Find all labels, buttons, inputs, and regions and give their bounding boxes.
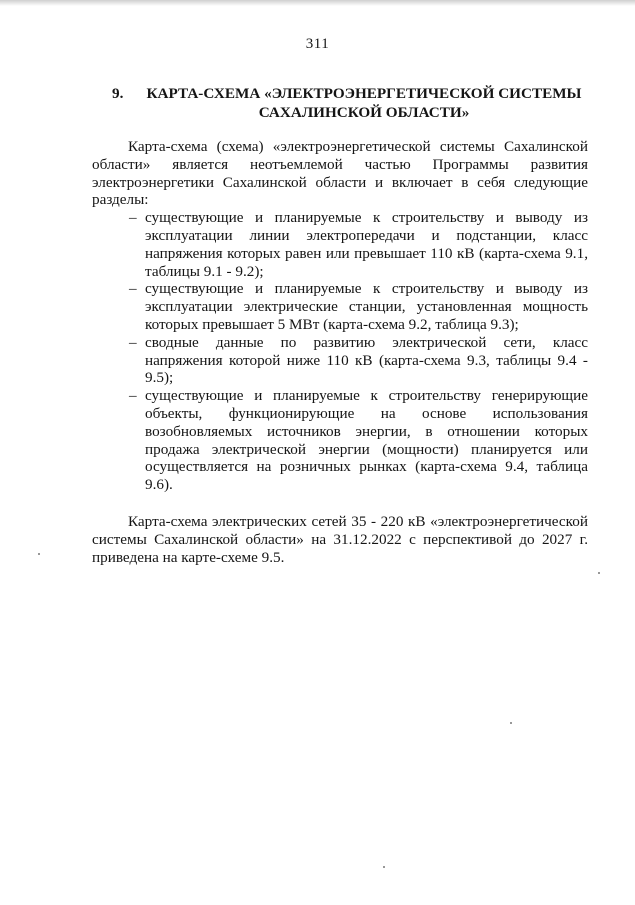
- scan-speck: [383, 866, 385, 868]
- list-item: [92, 334, 588, 387]
- intro-paragraph: Карта-схема (схема) «электроэнергетической системы Сахалинской области» является неотъемлемой частью Программы развития электроэнергетики Сахалинской области и включает в себя следующие разделы:: [92, 138, 588, 209]
- list-marker: –: [129, 280, 137, 298]
- scan-speck: [510, 722, 512, 724]
- list-item-text: существующие и планируемые к строительству генерирующие объекты, функционирующие на основе использования возобновляемых источников энергии, в отношении которых продажа электрической энергии (мощности) планируется или осуществляется на розничных рынках (карта-схема 9.4, таблица 9.6).: [145, 387, 588, 494]
- section-title-line-1: КАРТА-СХЕМА «ЭЛЕКТРОЭНЕРГЕТИЧЕСКОЙ СИСТЕМЫ: [146, 85, 582, 102]
- list-item: [92, 280, 588, 333]
- page-number: 311: [305, 36, 330, 52]
- list-item-text: существующие и планируемые к строительству и выводу из эксплуатации линии электропередачи и подстанции, класс напряжения которых равен или превышает 110 кВ (карта-схема 9.1, таблицы 9.1 - 9.2);: [145, 209, 588, 280]
- list-marker: –: [129, 209, 137, 227]
- section-heading: [112, 84, 582, 122]
- list-marker: –: [129, 333, 137, 351]
- list-marker: –: [129, 387, 137, 405]
- list-item-text: существующие и планируемые к строительству и выводу из эксплуатации электрические станции, установленная мощность которых превышает 5 МВт (карта-схема 9.2, таблица 9.3);: [145, 280, 588, 333]
- scan-edge-shadow: [0, 0, 635, 6]
- document-body: [92, 138, 588, 566]
- section-title: [146, 84, 582, 122]
- list-item: [92, 387, 588, 494]
- section-number: 9.: [112, 85, 124, 102]
- section-title-line-2: САХАЛИНСКОЙ ОБЛАСТИ»: [258, 104, 470, 121]
- list-item: [92, 209, 588, 280]
- list-item-text: сводные данные по развитию электрической сети, класс напряжения которой ниже 110 кВ (карта-схема 9.3, таблицы 9.4 - 9.5);: [145, 333, 588, 387]
- scan-speck: [38, 553, 40, 555]
- sections-list: [92, 209, 588, 494]
- closing-paragraph: Карта-схема электрических сетей 35 - 220 кВ «электроэнергетической системы Сахалинской области» на 31.12.2022 с перспективой до 2027 г. приведена на карте-схеме 9.5.: [92, 512, 588, 566]
- paragraph-spacer: [92, 494, 588, 513]
- scan-speck: [598, 572, 600, 574]
